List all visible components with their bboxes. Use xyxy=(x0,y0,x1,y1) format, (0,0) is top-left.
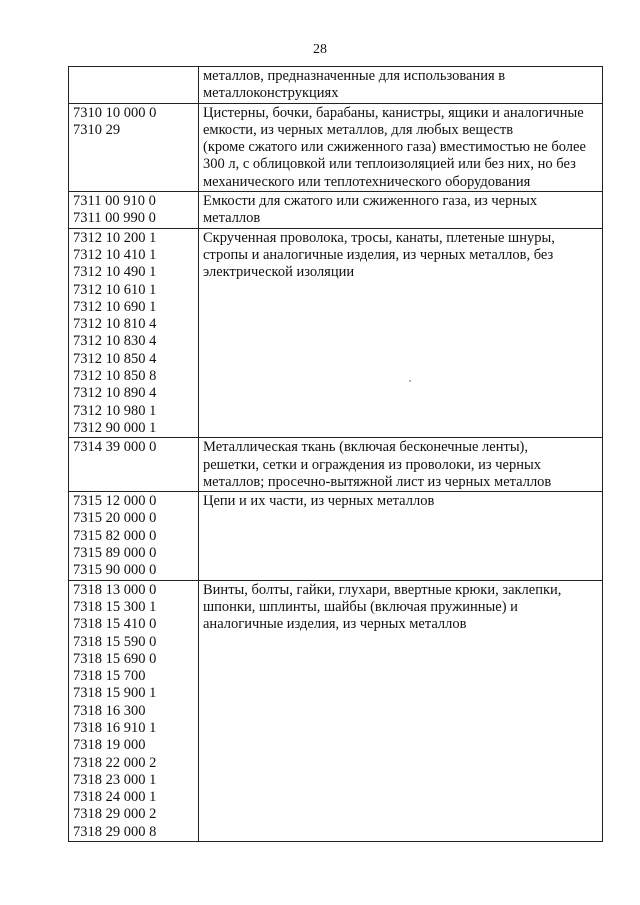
description-line: решетки, сетки и ограждения из проволоки, из черных xyxy=(203,456,541,473)
tn-ved-code: 7311 00 990 0 xyxy=(73,210,156,227)
tn-ved-code: 7315 89 000 0 xyxy=(73,545,157,562)
code-cell xyxy=(69,580,199,841)
code-cell xyxy=(69,492,199,580)
tn-ved-code: 7315 12 000 0 xyxy=(73,493,157,510)
tn-ved-code: 7312 10 410 1 xyxy=(73,246,157,263)
description-line: электрической изоляции xyxy=(203,264,355,281)
tn-ved-code: 7312 10 850 8 xyxy=(73,368,157,385)
table-body xyxy=(69,67,603,842)
description-line: металлов xyxy=(203,210,261,227)
tn-ved-code: 7310 10 000 0 xyxy=(73,104,157,121)
tn-ved-code: 7318 13 000 0 xyxy=(73,581,157,598)
table-row xyxy=(69,438,603,492)
description-line: Винты, болты, гайки, глухари, ввертные крюки, заклепки, xyxy=(203,581,562,598)
code-cell xyxy=(69,192,199,229)
code-cell xyxy=(69,228,199,438)
tn-ved-code: 7312 10 200 1 xyxy=(73,229,157,246)
tn-ved-code: 7315 82 000 0 xyxy=(73,527,157,544)
tn-ved-code: 7315 20 000 0 xyxy=(73,510,157,527)
description-cell xyxy=(199,580,603,841)
description-line: шпонки, шплинты, шайбы (включая пружинные) и xyxy=(203,598,518,615)
description-line: 300 л, с облицовкой или теплоизоляцией или без них, но без xyxy=(203,156,576,173)
tn-ved-code: 7318 29 000 8 xyxy=(73,823,157,840)
tn-ved-code: 7315 90 000 0 xyxy=(73,562,157,579)
description-cell xyxy=(199,192,603,229)
tn-ved-code: 7312 10 610 1 xyxy=(73,281,157,298)
description-line: (кроме сжатого или сжиженного газа) вместимостью не более xyxy=(203,139,586,156)
tn-ved-code: 7311 00 910 0 xyxy=(73,193,156,210)
table-row xyxy=(69,580,603,841)
description-line: металлов, предназначенные для использования в xyxy=(203,68,506,84)
tn-ved-code: 7318 15 900 1 xyxy=(73,685,157,702)
scan-artifact-dot xyxy=(409,380,411,382)
table-row xyxy=(69,492,603,580)
table-row xyxy=(69,228,603,438)
description-line: емкости, из черных металлов, для любых веществ xyxy=(203,121,514,138)
tn-ved-code: 7312 10 690 1 xyxy=(73,298,157,315)
tn-ved-code: 7312 10 980 1 xyxy=(73,402,157,419)
tn-ved-code: 7312 90 000 1 xyxy=(73,419,157,436)
description-cell xyxy=(199,228,603,438)
tn-ved-code-table xyxy=(68,66,603,842)
code-cell xyxy=(69,67,199,104)
table-row xyxy=(69,67,603,104)
tn-ved-code: 7318 16 910 1 xyxy=(73,719,157,736)
description-line: стропы и аналогичные изделия, из черных металлов, без xyxy=(203,246,554,263)
tn-ved-code: 7312 10 490 1 xyxy=(73,264,157,281)
tn-ved-code: 7318 23 000 1 xyxy=(73,771,157,788)
page-number: 28 xyxy=(313,42,327,57)
tn-ved-code: 7318 15 300 1 xyxy=(73,598,157,615)
tn-ved-code: 7318 22 000 2 xyxy=(73,754,157,771)
code-cell xyxy=(69,103,199,191)
tn-ved-code: 7318 15 690 0 xyxy=(73,650,157,667)
description-line: аналогичные изделия, из черных металлов xyxy=(203,616,467,633)
description-line: Металлическая ткань (включая бесконечные ленты), xyxy=(203,439,529,456)
tn-ved-code: 7312 10 830 4 xyxy=(73,333,157,350)
tn-ved-code: 7318 15 700 xyxy=(73,668,146,685)
tn-ved-code: 7318 19 000 xyxy=(73,737,146,754)
tn-ved-code: 7318 29 000 2 xyxy=(73,806,157,823)
description-line: Цистерны, бочки, барабаны, канистры, ящики и аналогичные xyxy=(203,104,584,121)
description-cell xyxy=(199,492,603,580)
tn-ved-code: 7314 39 000 0 xyxy=(73,439,157,456)
description-line: Скрученная проволока, тросы, канаты, плетеные шнуры, xyxy=(203,229,555,246)
tn-ved-code: 7318 15 410 0 xyxy=(73,616,157,633)
description-line: металлоконструкциях xyxy=(203,85,339,102)
description-line: Емкости для сжатого или сжиженного газа, из черных xyxy=(203,193,538,210)
table-row xyxy=(69,103,603,191)
table-row xyxy=(69,192,603,229)
description-line: Цепи и их части, из черных металлов xyxy=(203,493,435,510)
description-line: металлов; просечно-вытяжной лист из черных металлов xyxy=(203,473,552,490)
tn-ved-code: 7310 29 xyxy=(73,121,121,138)
tn-ved-code: 7318 16 300 xyxy=(73,702,146,719)
description-cell xyxy=(199,67,603,104)
tn-ved-code: 7312 10 890 4 xyxy=(73,385,157,402)
description-cell xyxy=(199,103,603,191)
description-line: механического или теплотехнического оборудования xyxy=(203,173,531,190)
tn-ved-code: 7318 24 000 1 xyxy=(73,789,157,806)
tn-ved-code: 7312 10 850 4 xyxy=(73,350,157,367)
tn-ved-code: 7318 15 590 0 xyxy=(73,633,157,650)
tn-ved-code: 7312 10 810 4 xyxy=(73,316,157,333)
code-cell xyxy=(69,438,199,492)
description-cell xyxy=(199,438,603,492)
